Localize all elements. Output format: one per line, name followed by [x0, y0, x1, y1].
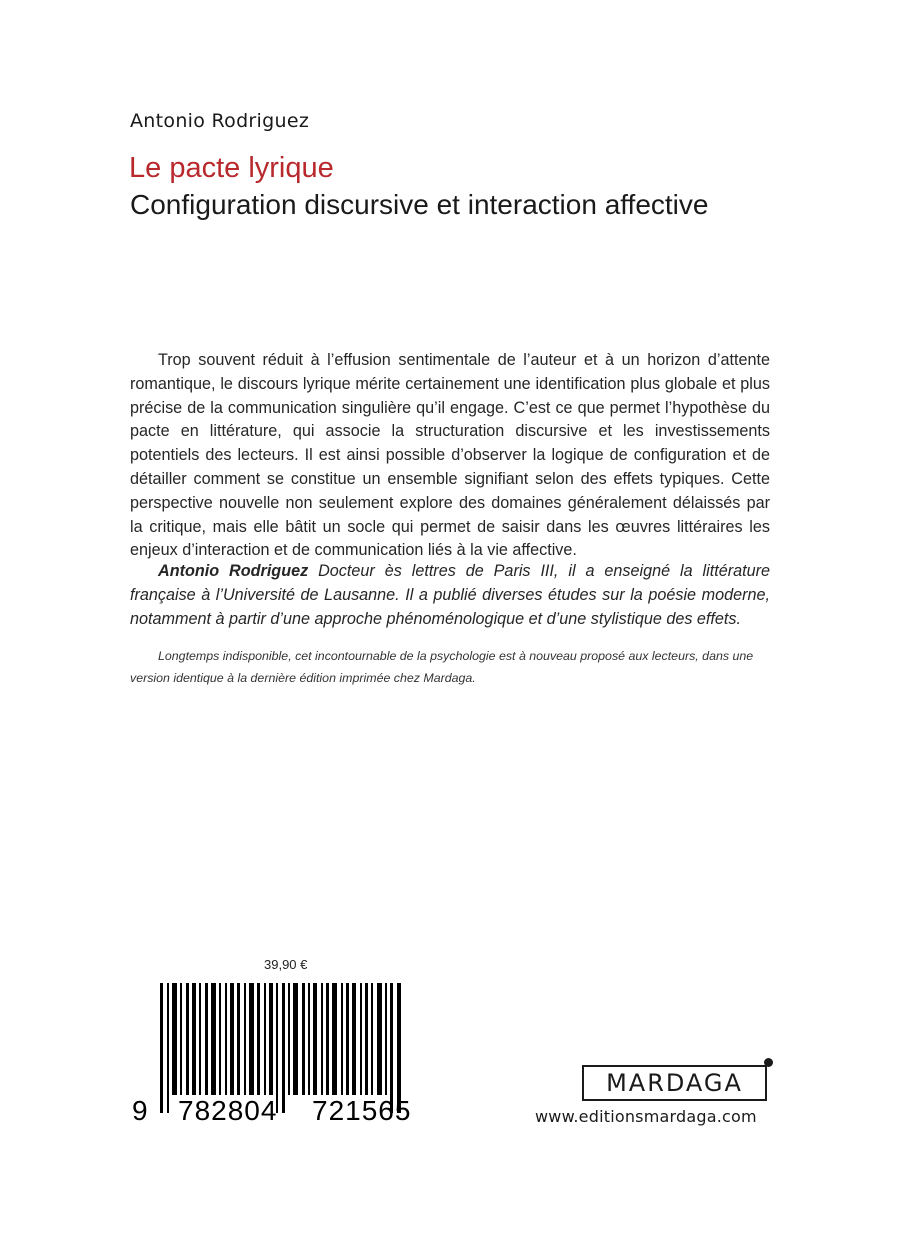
- barcode-bar: [276, 983, 278, 1113]
- barcode-bar: [219, 983, 221, 1095]
- barcode-bar: [321, 983, 323, 1095]
- author-bio: [130, 560, 770, 631]
- barcode-bar: [313, 983, 317, 1095]
- barcode-bar: [346, 983, 349, 1095]
- barcode-bar: [199, 983, 201, 1095]
- logo-dot-icon: [764, 1058, 773, 1067]
- barcode-bar: [249, 983, 254, 1095]
- barcode-bar: [180, 983, 182, 1095]
- barcode-first-digit: 9: [132, 1095, 148, 1126]
- barcode-bar: [186, 983, 189, 1095]
- author-name: Antonio Rodriguez: [130, 110, 310, 132]
- barcode-bar: [167, 983, 169, 1113]
- barcode-bar: [282, 983, 285, 1113]
- barcode-bar: [360, 983, 362, 1095]
- publisher-url: www.editionsmardaga.com: [535, 1107, 757, 1126]
- barcode-bar: [308, 983, 310, 1095]
- barcode-bar: [225, 983, 227, 1095]
- price-label: 39,90 €: [264, 957, 308, 972]
- barcode-bar: [160, 983, 163, 1113]
- barcode-bar: [211, 983, 216, 1095]
- publisher-logo-text: MARDAGA: [606, 1069, 743, 1097]
- barcode-bar: [390, 983, 393, 1113]
- barcode-bar: [302, 983, 305, 1095]
- barcode-bar: [269, 983, 273, 1095]
- barcode-bar: [205, 983, 208, 1095]
- isbn-barcode: [130, 980, 440, 1130]
- barcode-bar: [397, 983, 401, 1113]
- barcode-bar: [230, 983, 234, 1095]
- barcode-bar: [377, 983, 382, 1095]
- barcode-bar: [244, 983, 246, 1095]
- barcode-bar: [293, 983, 298, 1095]
- publisher-logo: [582, 1065, 767, 1101]
- barcode-bar: [237, 983, 240, 1095]
- barcode-bar: [332, 983, 337, 1095]
- barcode-bar: [288, 983, 290, 1095]
- summary-paragraph: Trop souvent réduit à l’effusion sentimentale de l’auteur et à un horizon d’attente romantique, le discours lyrique mérite certainement une identification plus globale et plus précise de la communication singulière qu’il engage. C’est ce que permet l’hypothèse du pacte en littérature, qui associe la structuration discursive et les investissements potentiels des lecteurs. Il est ainsi possible d’observer la logique de configuration et de détailler comment se constitue un ensemble signifiant selon des effets typiques. Cette perspective nouvelle non seulement explore des domaines généralement délaissés par la critique, mais elle bâtit un socle qui permet de saisir dans les œuvres littéraires les enjeux d’interaction et de communication liés à la vie affective.: [130, 351, 770, 560]
- barcode-bar: [352, 983, 356, 1095]
- barcode-bar: [192, 983, 196, 1095]
- barcode-bar: [172, 983, 177, 1095]
- barcode-bar: [326, 983, 329, 1095]
- barcode-bar: [371, 983, 373, 1095]
- barcode-bar: [341, 983, 343, 1095]
- book-subtitle: Configuration discursive et interaction affective: [130, 189, 709, 220]
- bio-author-name: Antonio Rodriguez: [158, 562, 309, 580]
- barcode-bar: [385, 983, 387, 1095]
- book-title: Le pacte lyrique: [129, 152, 334, 184]
- barcode-group-2: 721565: [312, 1095, 412, 1126]
- barcode-bars: [160, 983, 401, 1113]
- barcode-bar: [264, 983, 266, 1095]
- reprint-note: Longtemps indisponible, cet incontournable de la psychologie est à nouveau proposé aux lecteurs, dans une version identique à la dernière édition imprimée chez Mardaga.: [130, 649, 754, 685]
- barcode-bar: [257, 983, 260, 1095]
- barcode-bar: [365, 983, 368, 1095]
- barcode-group-1: 782804: [178, 1095, 278, 1126]
- bio-text: Docteur ès lettres de Paris III, il a enseigné la littérature française à l’Université de Lausanne. Il a publié diverses études sur la poésie moderne, notamment à partir d’une approche phénoménologique et d’une stylistique des effets.: [130, 562, 770, 628]
